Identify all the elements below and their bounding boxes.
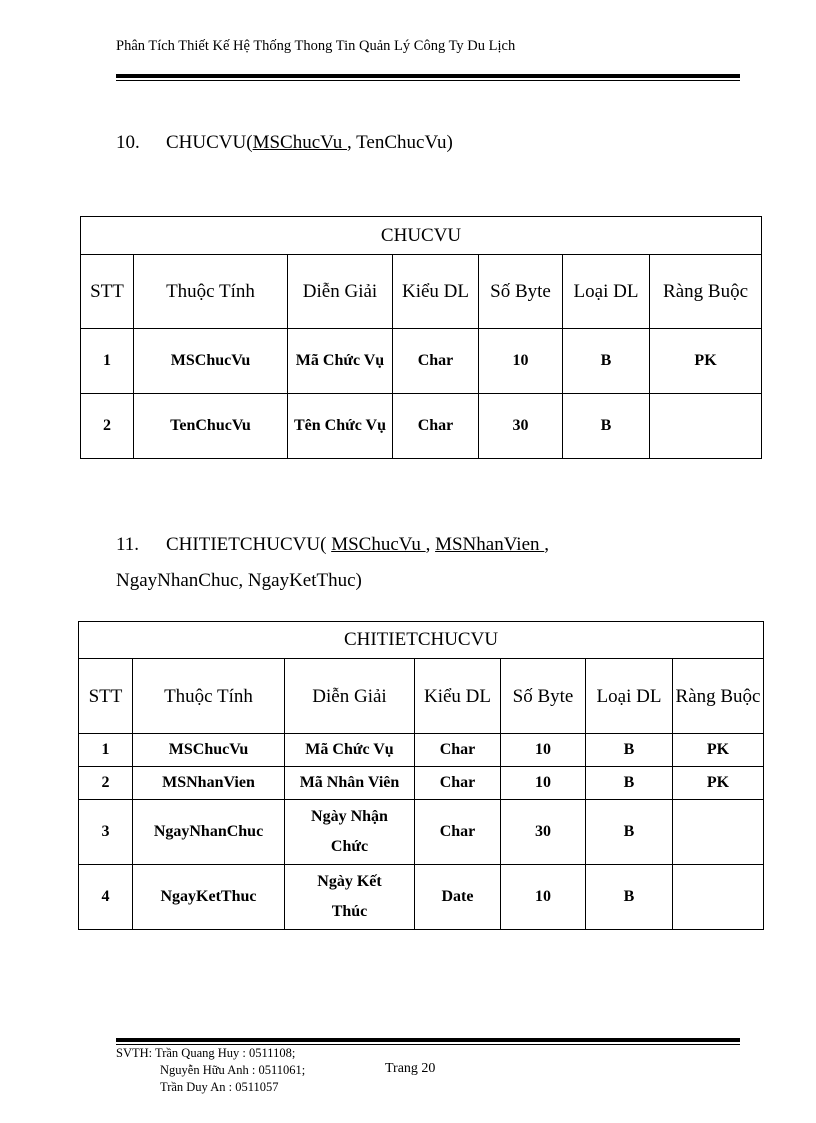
table-row [79, 865, 764, 930]
header-cell: Số Byte [479, 255, 563, 329]
header-cell: Diễn Giải [288, 255, 393, 329]
section-number: 10. [116, 132, 140, 153]
cell: B [563, 329, 650, 394]
table-caption: CHUCVU [81, 217, 762, 255]
cell [650, 394, 762, 459]
relation-name: CHITIETCHUCVU( [166, 534, 332, 555]
cell: 30 [501, 800, 586, 865]
cell: 1 [79, 734, 133, 767]
header-rule-thick [116, 74, 740, 78]
table-row [81, 394, 762, 459]
cell: B [586, 767, 673, 800]
cell: Char [415, 800, 501, 865]
cell: B [586, 865, 673, 930]
cell: Char [415, 734, 501, 767]
section-10-title [116, 132, 453, 154]
cell: MSNhanVien [133, 767, 285, 800]
cell: 10 [501, 865, 586, 930]
table-row [79, 767, 764, 800]
header-cell: Số Byte [501, 659, 586, 734]
page-number: Trang 20 [385, 1061, 436, 1076]
section-number: 11. [116, 534, 140, 555]
table-row [81, 329, 762, 394]
table-row [79, 734, 764, 767]
cell: 2 [79, 767, 133, 800]
chitietchucvu-table [78, 621, 764, 930]
cell: Mã Chức Vụ [285, 734, 415, 767]
cell: 10 [501, 767, 586, 800]
cell: PK [673, 734, 764, 767]
cell: Mã Chức Vụ [288, 329, 393, 394]
section-11-title-cont: NgayNhanChuc, NgayKetThuc) [116, 570, 362, 591]
footer-rule-thick [116, 1038, 740, 1042]
header-cell: STT [81, 255, 134, 329]
cell [673, 865, 764, 930]
cell: Tên Chức Vụ [288, 394, 393, 459]
table-caption: CHITIETCHUCVU [79, 622, 764, 659]
cell: 4 [79, 865, 133, 930]
header-cell: Loại DL [586, 659, 673, 734]
cell: Mã Nhân Viên [285, 767, 415, 800]
cell: Char [393, 329, 479, 394]
footer-author-1: SVTH: Trần Quang Huy : 0511108; [116, 1046, 296, 1060]
cell: MSChucVu [134, 329, 288, 394]
header-cell: Kiểu DL [393, 255, 479, 329]
cell: 10 [501, 734, 586, 767]
separator: , [425, 534, 436, 555]
cell: Ngày Kết Thúc [285, 865, 415, 930]
cell: 3 [79, 800, 133, 865]
cell: Date [415, 865, 501, 930]
primary-key: MSChucVu [252, 132, 347, 153]
cell: 30 [479, 394, 563, 459]
cell: B [586, 800, 673, 865]
header-cell: Thuộc Tính [133, 659, 285, 734]
cell: 2 [81, 394, 134, 459]
header-rule-thin [116, 80, 740, 81]
header-cell: Ràng Buộc [673, 659, 764, 734]
chucvu-table [80, 216, 762, 459]
cell: 10 [479, 329, 563, 394]
footer-author-2: Nguyễn Hữu Anh : 0511061; [160, 1063, 306, 1077]
cell: NgayKetThuc [133, 865, 285, 930]
cell: Char [415, 767, 501, 800]
section-11-title [116, 534, 549, 556]
cell: Char [393, 394, 479, 459]
cell: MSChucVu [133, 734, 285, 767]
page-header-title: Phân Tích Thiết Kế Hệ Thống Thong Tin Quản Lý Công Ty Du Lịch [116, 38, 516, 54]
cell: NgayNhanChuc [133, 800, 285, 865]
relation-rest: , [544, 534, 550, 555]
cell: PK [650, 329, 762, 394]
footer-rule-thin [116, 1044, 740, 1045]
cell: TenChucVu [134, 394, 288, 459]
cell: PK [673, 767, 764, 800]
relation-name: CHUCVU( [166, 132, 253, 153]
cell: B [586, 734, 673, 767]
cell: Ngày Nhận Chức [285, 800, 415, 865]
header-cell: STT [79, 659, 133, 734]
footer-author-3: Trần Duy An : 0511057 [160, 1080, 279, 1094]
cell: B [563, 394, 650, 459]
header-cell: Thuộc Tính [134, 255, 288, 329]
header-cell: Kiểu DL [415, 659, 501, 734]
header-cell: Loại DL [563, 255, 650, 329]
header-cell: Diễn Giải [285, 659, 415, 734]
relation-rest: , TenChucVu) [346, 132, 453, 153]
cell: 1 [81, 329, 134, 394]
cell [673, 800, 764, 865]
table-row [79, 800, 764, 865]
primary-key: MSNhanVien [435, 534, 545, 555]
primary-key: MSChucVu [331, 534, 426, 555]
header-cell: Ràng Buộc [650, 255, 762, 329]
